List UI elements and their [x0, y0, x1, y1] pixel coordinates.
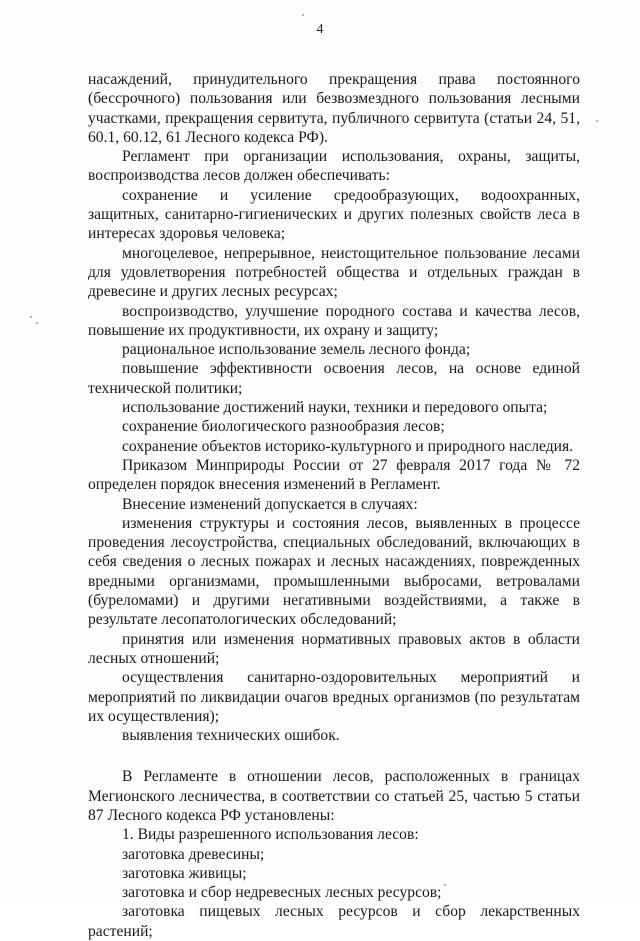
- list-item: выявления технических ошибок.: [122, 727, 340, 745]
- list-item: осуществления санитарно-оздоровительных мероприятий и мероприятий по ликвидации очагов вредных организмов (по результатам их осуществления);: [88, 669, 580, 725]
- scan-speck: [30, 316, 32, 318]
- paragraph: Внесение изменений допускается в случаях:: [122, 495, 418, 513]
- list-item: воспроизводство, улучшение породного состава и качества лесов, повышение их продуктивности, их охрану и защиту;: [88, 302, 580, 339]
- paragraph: В Регламенте в отношении лесов, расположенных в границах Мегионского лесничества, в соответствии со статьей 25, частью 5 статьи 87 Лесного кодекса РФ установлены:: [88, 768, 580, 824]
- document-body: [88, 70, 580, 941]
- list-item: сохранение и усиление средообразующих, водоохранных, защитных, санитарно-гигиенических и других полезных свойств леса в интересах здоровья человека;: [88, 186, 580, 243]
- list-item: изменения структуры и состояния лесов, выявленных в процессе проведения лесоустройства, специальных обследований, включающих в себя сведения о лесных пожарах и лесных насаждениях, поврежденных вредными организмами, промышленными выбросами, ветровалами (буреломами) и другими негативными воздействиями, а также в результате лесопатологических обследований;: [88, 514, 580, 629]
- list-item: принятия или изменения нормативных правовых актов в области лесных отношений;: [88, 630, 580, 667]
- list-item: заготовка древесины;: [122, 845, 265, 863]
- list-item: сохранение биологического разнообразия лесов;: [122, 418, 445, 436]
- paragraph: насаждений, принудительного прекращения права постоянного (бессрочного) пользования или безвозмездного пользования лесными участками, прекращения сервитута, публичного сервитута (статьи 24, 51, 60.1, 60.12, 61 Лесного кодекса РФ).: [88, 71, 580, 146]
- scan-speck: [302, 14, 304, 16]
- scan-speck: [444, 884, 446, 886]
- list-item: заготовка пищевых лесных ресурсов и сбор лекарственных растений;: [88, 903, 580, 940]
- scan-speck: [36, 322, 38, 324]
- list-item: сохранение объектов историко-культурного и природного наследия.: [122, 437, 574, 455]
- list-item: использование достижений науки, техники и передового опыта;: [122, 399, 548, 417]
- list-item: заготовка и сбор недревесных лесных ресурсов;: [122, 884, 442, 902]
- page-number: 4: [316, 22, 324, 37]
- list-item: многоцелевое, непрерывное, неистощительное пользование лесами для удовлетворения потребностей общества и отдельных граждан в древесине и других лесных ресурсах;: [88, 244, 580, 301]
- list-item: повышение эффективности освоения лесов, на основе единой технической политики;: [88, 360, 580, 397]
- paragraph: Приказом Минприроды России от 27 февраля 2017 года № 72 определен порядок внесения изменений в Регламент.: [88, 456, 580, 494]
- paragraph: Регламент при организации использования, охраны, защиты, воспроизводства лесов должен обеспечивать:: [88, 148, 580, 185]
- scan-speck: [596, 120, 598, 122]
- section-heading: 1. Виды разрешенного использования лесов:: [122, 826, 419, 844]
- list-item: рациональное использование земель лесного фонда;: [122, 341, 471, 359]
- paragraph-gap: [88, 745, 580, 767]
- list-item: заготовка живицы;: [122, 864, 247, 882]
